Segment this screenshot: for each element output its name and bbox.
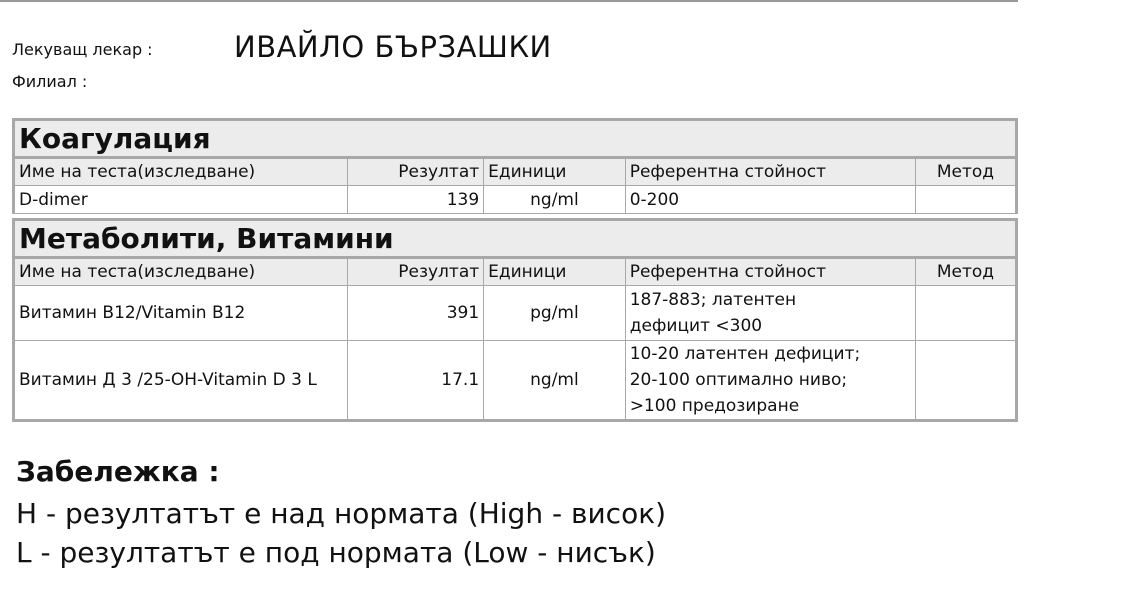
- note-title: Забележка :: [16, 455, 220, 488]
- column-header-name: Име на теста(изследване): [14, 159, 348, 186]
- column-header-name: Име на теста(изследване): [14, 259, 348, 286]
- section-coagulation: [12, 118, 1018, 214]
- results-table: [12, 158, 1018, 214]
- column-header-reference: Референтна стойност: [625, 159, 915, 186]
- test-reference: 0-200: [625, 186, 915, 214]
- column-header-units: Единици: [484, 259, 626, 286]
- branch-label: Филиал :: [12, 72, 88, 91]
- column-header-result: Резултат: [347, 259, 483, 286]
- table-row: [14, 341, 1017, 421]
- table-header-row: [14, 159, 1017, 186]
- test-name: Витамин B12/Vitamin B12: [14, 286, 348, 341]
- column-header-result: Резултат: [347, 159, 483, 186]
- test-units: ng/ml: [484, 186, 626, 214]
- test-method: [915, 186, 1016, 214]
- note-high-line: H - резултатът е над нормата (High - висок): [16, 497, 667, 530]
- test-units: ng/ml: [484, 341, 626, 421]
- table-row: [14, 186, 1017, 214]
- table-row: [14, 286, 1017, 341]
- test-name: Витамин Д 3 /25-OH-Vitamin D 3 L: [14, 341, 348, 421]
- doctor-label: Лекуващ лекар :: [12, 40, 153, 59]
- section-title: Метаболити, Витамини: [12, 218, 1018, 258]
- test-units: pg/ml: [484, 286, 626, 341]
- test-result: 139: [347, 186, 483, 214]
- test-method: [915, 286, 1016, 341]
- column-header-reference: Референтна стойност: [625, 259, 915, 286]
- section-title: Коагулация: [12, 118, 1018, 158]
- section-metabolites-vitamins: [12, 218, 1018, 422]
- column-header-method: Метод: [915, 159, 1016, 186]
- table-header-row: [14, 259, 1017, 286]
- test-reference: 187-883; латентен дефицит <300: [625, 286, 915, 341]
- test-name: D-dimer: [14, 186, 348, 214]
- doctor-name: ИВАЙЛО БЪРЗАШКИ: [234, 30, 552, 64]
- column-header-units: Единици: [484, 159, 626, 186]
- results-table: [12, 258, 1018, 422]
- test-method: [915, 341, 1016, 421]
- test-result: 391: [347, 286, 483, 341]
- note-low-line: L - резултатът е под нормата (Low - нисък): [16, 536, 656, 569]
- test-result: 17.1: [347, 341, 483, 421]
- top-divider: [0, 0, 1018, 2]
- column-header-method: Метод: [915, 259, 1016, 286]
- test-reference: 10-20 латентен дефицит; 20-100 оптимално ниво; >100 предозиране: [625, 341, 915, 421]
